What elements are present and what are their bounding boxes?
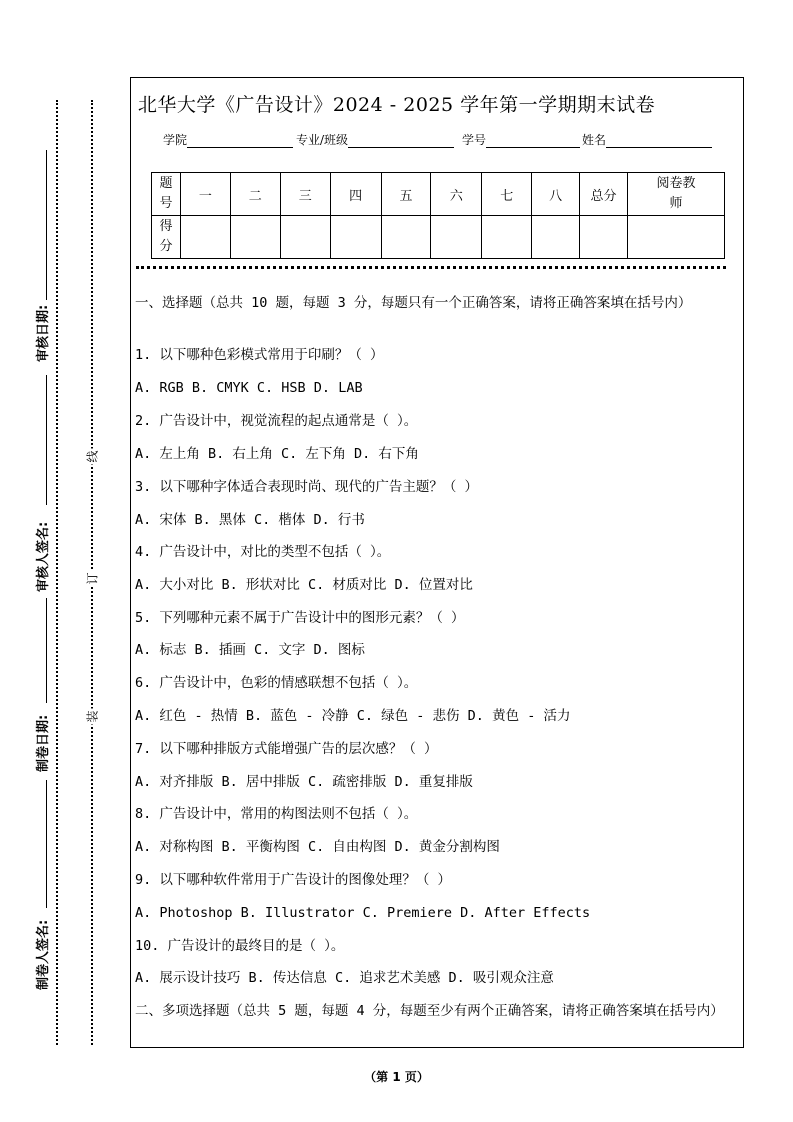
options-6: A. 红色 - 热情 B. 蓝色 - 冷静 C. 绿色 - 悲伤 D. 黄色 - 活力 (135, 708, 571, 724)
question-9: 9. 以下哪种软件常用于广告设计的图像处理？（ ） (135, 872, 452, 888)
score-cell[interactable] (280, 216, 330, 259)
question-4: 4. 广告设计中，对比的类型不包括（ ）。 (135, 544, 391, 560)
major-blank[interactable] (348, 134, 454, 148)
college-label: 学院 (163, 133, 188, 147)
name-label: 姓名 (582, 133, 607, 147)
score-header-cell: 三 (280, 173, 330, 216)
compiler-signature-label: 制卷人签名: (36, 919, 51, 990)
score-cell[interactable] (431, 216, 482, 259)
compile-date-underline (46, 598, 47, 703)
score-table (151, 172, 725, 259)
college-blank[interactable] (187, 134, 293, 148)
score-header-cell: 阅卷教师 (627, 173, 724, 216)
score-header-cell: 五 (381, 173, 431, 216)
header-separator (136, 266, 726, 269)
question-8: 8. 广告设计中，常用的构图法则不包括（ ）。 (135, 806, 418, 822)
student-id-field (462, 131, 580, 148)
name-field (582, 131, 712, 148)
score-cell[interactable] (532, 216, 580, 259)
options-10: A. 展示设计技巧 B. 传达信息 C. 追求艺术美感 D. 吸引观众注意 (135, 970, 554, 986)
binding-line-char: 线 (85, 450, 100, 463)
question-1: 1. 以下哪种色彩模式常用于印刷？（ ） (135, 347, 384, 363)
question-10: 10. 广告设计的最终目的是（ ）。 (135, 938, 345, 954)
score-header-cell: 八 (532, 173, 580, 216)
options-2: A. 左上角 B. 右上角 C. 左下角 D. 右下角 (135, 446, 419, 462)
question-3: 3. 以下哪种字体适合表现时尚、现代的广告主题？（ ） (135, 479, 479, 495)
reviewer-signature-label: 审核人签名: (36, 521, 51, 592)
student-id-blank[interactable] (486, 134, 580, 148)
binding-dotted-line-outer (56, 100, 58, 1045)
score-cell[interactable] (381, 216, 431, 259)
score-cell[interactable] (627, 216, 724, 259)
student-id-label: 学号 (462, 133, 487, 147)
compile-date-label: 制卷日期: (36, 714, 51, 772)
compiler-signature-underline (46, 780, 47, 908)
question-2: 2. 广告设计中，视觉流程的起点通常是（ ）。 (135, 413, 418, 429)
options-5: A. 标志 B. 插画 C. 文字 D. 图标 (135, 642, 365, 658)
review-date-label: 审核日期: (36, 304, 51, 362)
major-field (296, 131, 454, 148)
score-cell[interactable] (230, 216, 280, 259)
section1-heading: 一、选择题（总共 10 题，每题 3 分，每题只有一个正确答案，请将正确答案填在括号内） (135, 295, 692, 311)
score-header-cell: 题号 (152, 173, 181, 216)
score-header-cell: 四 (330, 173, 381, 216)
page-title: 北华大学《广告设计》2024 - 2025 学年第一学期期末试卷 (137, 94, 656, 116)
options-9: A. Photoshop B. Illustrator C. Premiere D. After Effects (135, 905, 591, 921)
score-header-cell: 总分 (580, 173, 628, 216)
score-header-cell: 七 (482, 173, 532, 216)
score-cell[interactable] (482, 216, 532, 259)
question-6: 6. 广告设计中，色彩的情感联想不包括（ ）。 (135, 675, 418, 691)
college-field (163, 131, 293, 148)
reviewer-signature-underline (46, 375, 47, 505)
binding-staple-char: 订 (85, 572, 100, 585)
options-8: A. 对称构图 B. 平衡构图 C. 自由构图 D. 黄金分割构图 (135, 839, 500, 855)
score-header-cell: 六 (431, 173, 482, 216)
question-7: 7. 以下哪种排版方式能增强广告的层次感？（ ） (135, 741, 438, 757)
options-3: A. 宋体 B. 黑体 C. 楷体 D. 行书 (135, 512, 365, 528)
binding-fold-char: 装 (85, 710, 100, 723)
name-blank[interactable] (606, 134, 712, 148)
section2-heading: 二、多项选择题（总共 5 题，每题 4 分，每题至少有两个正确答案，请将正确答案填在括号内） (135, 1003, 724, 1019)
options-7: A. 对齐排版 B. 居中排版 C. 疏密排版 D. 重复排版 (135, 774, 473, 790)
score-cell[interactable] (330, 216, 381, 259)
score-row-label: 得分 (152, 216, 181, 259)
score-cell[interactable] (180, 216, 230, 259)
score-header-cell: 二 (230, 173, 280, 216)
question-5: 5. 下列哪种元素不属于广告设计中的图形元素？（ ） (135, 610, 465, 626)
major-label: 专业/班级 (296, 133, 349, 147)
options-4: A. 大小对比 B. 形状对比 C. 材质对比 D. 位置对比 (135, 577, 473, 593)
score-cell[interactable] (580, 216, 628, 259)
page-number: （第 1 页） (364, 1070, 429, 1084)
options-1: A. RGB B. CMYK C. HSB D. LAB (135, 380, 363, 396)
score-header-cell: 一 (180, 173, 230, 216)
review-date-underline (46, 150, 47, 300)
